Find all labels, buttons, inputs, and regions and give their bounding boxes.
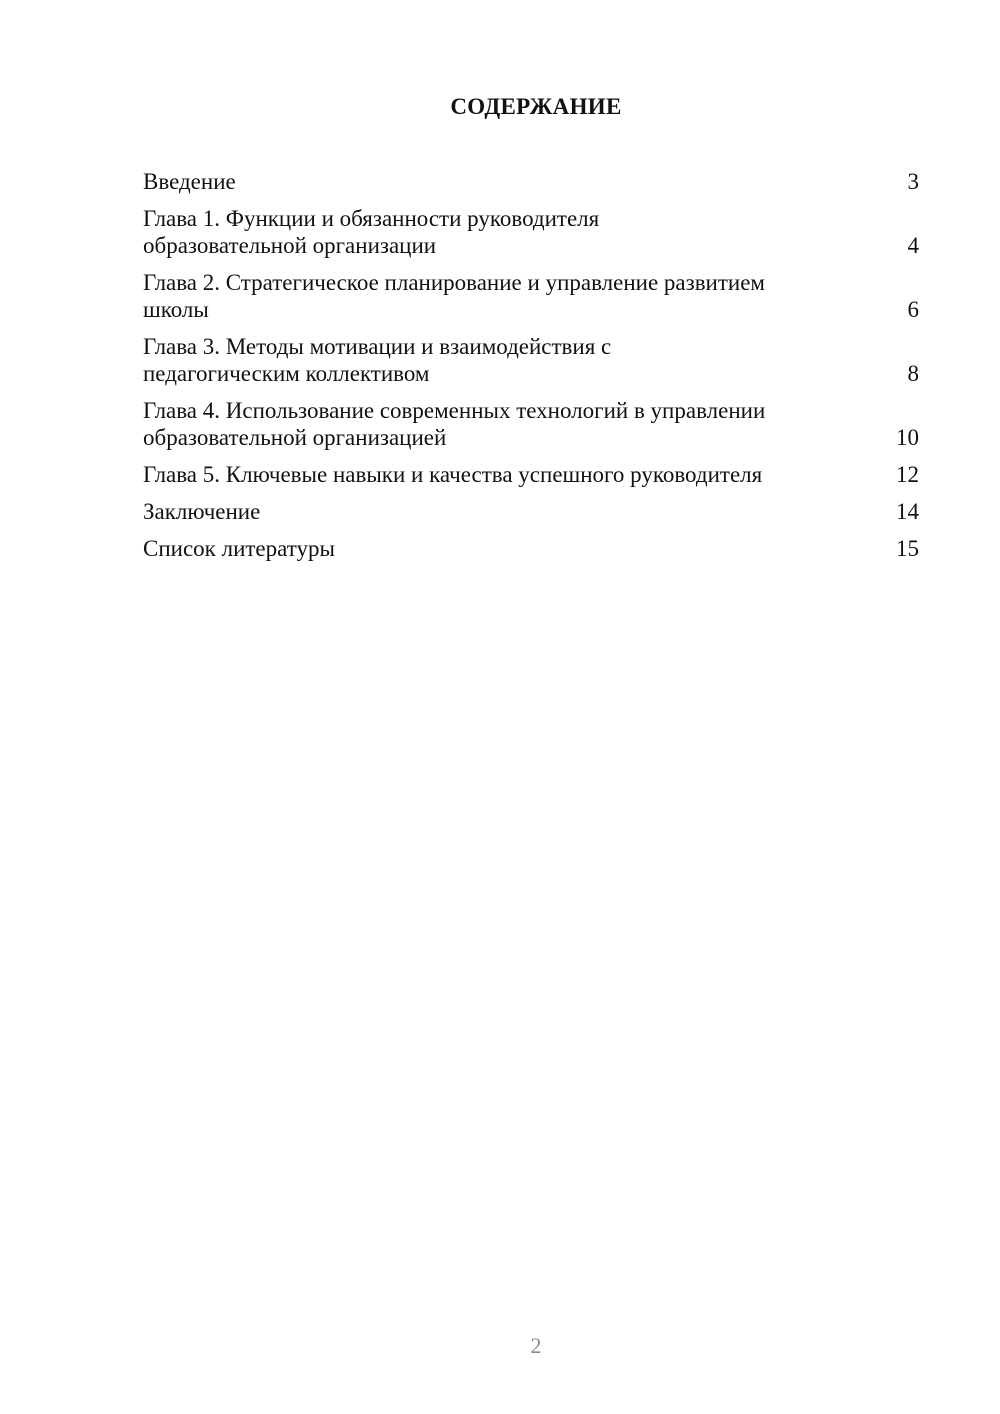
toc-entry-page: 15 xyxy=(896,536,919,561)
toc-entry-page: 10 xyxy=(896,425,919,450)
toc-entry-line: Глава 5. Ключевые навыки и качества успешного руководителя xyxy=(143,462,763,487)
toc-entry-line: Глава 4. Использование современных технологий в управлении xyxy=(143,398,766,423)
toc-entry xyxy=(143,461,919,488)
toc-entry-line: Глава 3. Методы мотивации и взаимодействия с xyxy=(143,334,612,359)
toc-entry xyxy=(143,397,919,451)
toc-entry-page: 4 xyxy=(907,233,919,258)
toc-entry-title xyxy=(143,269,908,323)
toc-entry xyxy=(143,535,919,562)
toc-entry-line: образовательной организацией xyxy=(143,425,447,450)
toc-entry-line: образовательной организации xyxy=(143,233,437,258)
toc-entry xyxy=(143,333,919,387)
toc-entry-title xyxy=(143,333,908,387)
toc-entry-line: Введение xyxy=(143,169,236,194)
toc-entry xyxy=(143,269,919,323)
toc-entry-title xyxy=(143,397,896,451)
toc-entry-line: Заключение xyxy=(143,499,261,524)
toc-entry-title xyxy=(143,168,908,195)
toc-entry-line: Список литературы xyxy=(143,536,335,561)
toc-entry-title xyxy=(143,535,896,562)
toc-entry xyxy=(143,498,919,525)
toc-entry-page: 12 xyxy=(896,462,919,487)
toc-entry-line: Глава 2. Стратегическое планирование и управление развитием xyxy=(143,270,765,295)
page-number: 2 xyxy=(530,1333,542,1358)
toc-entry-page: 8 xyxy=(907,361,919,386)
toc-entry-line: Глава 1. Функции и обязанности руководителя xyxy=(143,206,600,231)
toc-entry-page: 14 xyxy=(896,499,919,524)
toc-entry-page: 6 xyxy=(907,297,919,322)
toc-entry xyxy=(143,205,919,259)
toc-entry-title xyxy=(143,205,908,259)
table-of-contents xyxy=(143,168,919,572)
toc-entry xyxy=(143,168,919,195)
toc-entry-line: школы xyxy=(143,297,209,322)
toc-entry-page: 3 xyxy=(907,169,919,194)
toc-entry-title xyxy=(143,498,896,525)
toc-entry-line: педагогическим коллективом xyxy=(143,361,430,386)
toc-entry-title xyxy=(143,461,896,488)
page-title: СОДЕРЖАНИЕ xyxy=(450,94,622,119)
